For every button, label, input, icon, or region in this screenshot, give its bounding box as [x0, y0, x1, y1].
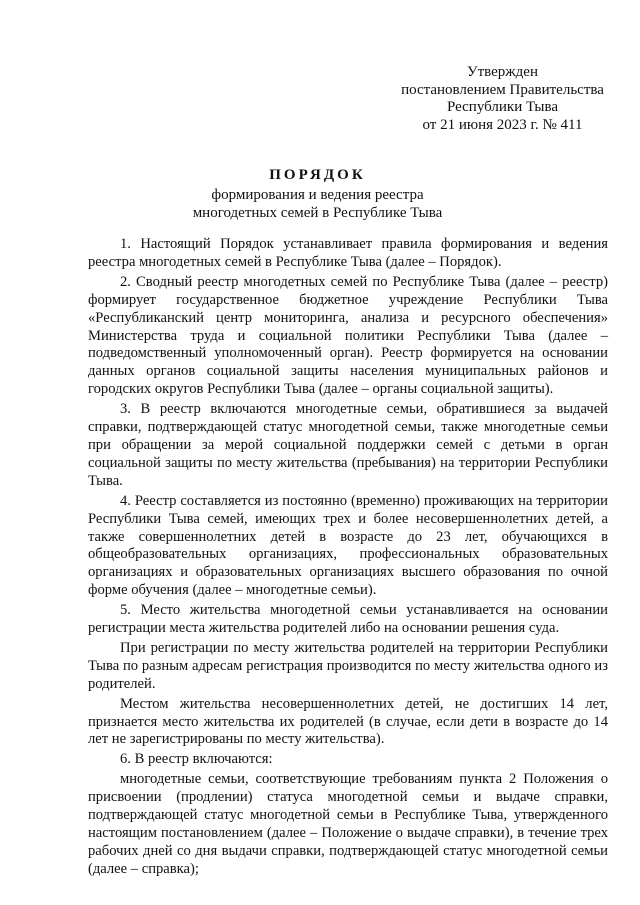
- paragraph-3: 3. В реестр включаются многодетные семьи, обратившиеся за выдачей справки, подтверждающей статус многодетной семьи, также многодетные семьи при обращении за мерой социальной поддержки семей с детьми в орган социальной защиты по месту жительства (пребывания) на территории Республики Тыва.: [88, 401, 608, 489]
- approval-line-2: постановлением Правительства: [401, 81, 604, 98]
- document-subtitle-line-1: формирования и ведения реестра: [211, 187, 424, 203]
- document-subtitle-line-2: многодетных семей в Республике Тыва: [192, 205, 443, 221]
- approval-stamp: [395, 64, 610, 134]
- paragraph-4: 4. Реестр составляется из постоянно (временно) проживающих на территории Республики Тыва семей, имеющих трех и более несовершеннолетних детей, а также совершеннолетних детей в возрасте до 23 лет, обучающихся в общеобразовательных организациях, профессиональных образовательных организациях и образовательных организациях высшего образования по очной форме обучения (далее – многодетные семьи).: [88, 492, 608, 599]
- approval-line-4: от 21 июня 2023 г. № 411: [422, 116, 583, 133]
- paragraph-5-registration: При регистрации по месту жительства родителей на территории Республики Тыва по разным адресам регистрация производится по месту жительства одного из родителей.: [88, 639, 608, 692]
- paragraph-6: 6. В реестр включаются:: [120, 751, 273, 768]
- paragraph-5-children-residence: Местом жительства несовершеннолетних детей, не достигших 14 лет, признается место жительства их родителей (в случае, если дети в возрасте до 14 лет не зарегистрированы по месту жительства).: [88, 695, 608, 748]
- paragraph-1: 1. Настоящий Порядок устанавливает правила формирования и ведения реестра многодетных семей в Республике Тыва (далее – Порядок).: [88, 236, 608, 270]
- paragraph-2: 2. Сводный реестр многодетных семей по Республике Тыва (далее – реестр) формирует государственное бюджетное учреждение Республики Тыва «Республиканский центр мониторинга, анализа и ресурсного обеспечения» Министерства труда и социальной политики Республики Тыва (далее – подведомственный уполномоченный орган). Реестр формируется на основании данных органов социальной защиты населения муниципальных районов и городских округов Республики Тыва (далее – органы социальной защиты).: [88, 273, 608, 398]
- document-title-block: [60, 166, 575, 222]
- approval-line-1: Утвержден: [466, 64, 538, 80]
- approval-line-3: Республики Тыва: [446, 99, 559, 115]
- paragraph-6-item-1: многодетные семьи, соответствующие требованиям пункта 2 Положения о присвоении (продлении) статуса многодетной семьи и выдаче справки, подтверждающей статус многодетной семьи в Республике Тыва, утвержденного настоящим постановлением (далее – Положение о выдаче справки), в течение трех рабочих дней со дня выдачи справки, подтверждающей статус многодетной семьи (далее – справка);: [88, 771, 608, 877]
- document-body: [88, 236, 608, 881]
- paragraph-5: 5. Место жительства многодетной семьи устанавливается на основании регистрации места жительства родителей либо на основании решения суда.: [88, 602, 608, 637]
- document-title: ПОРЯДОК: [269, 167, 366, 183]
